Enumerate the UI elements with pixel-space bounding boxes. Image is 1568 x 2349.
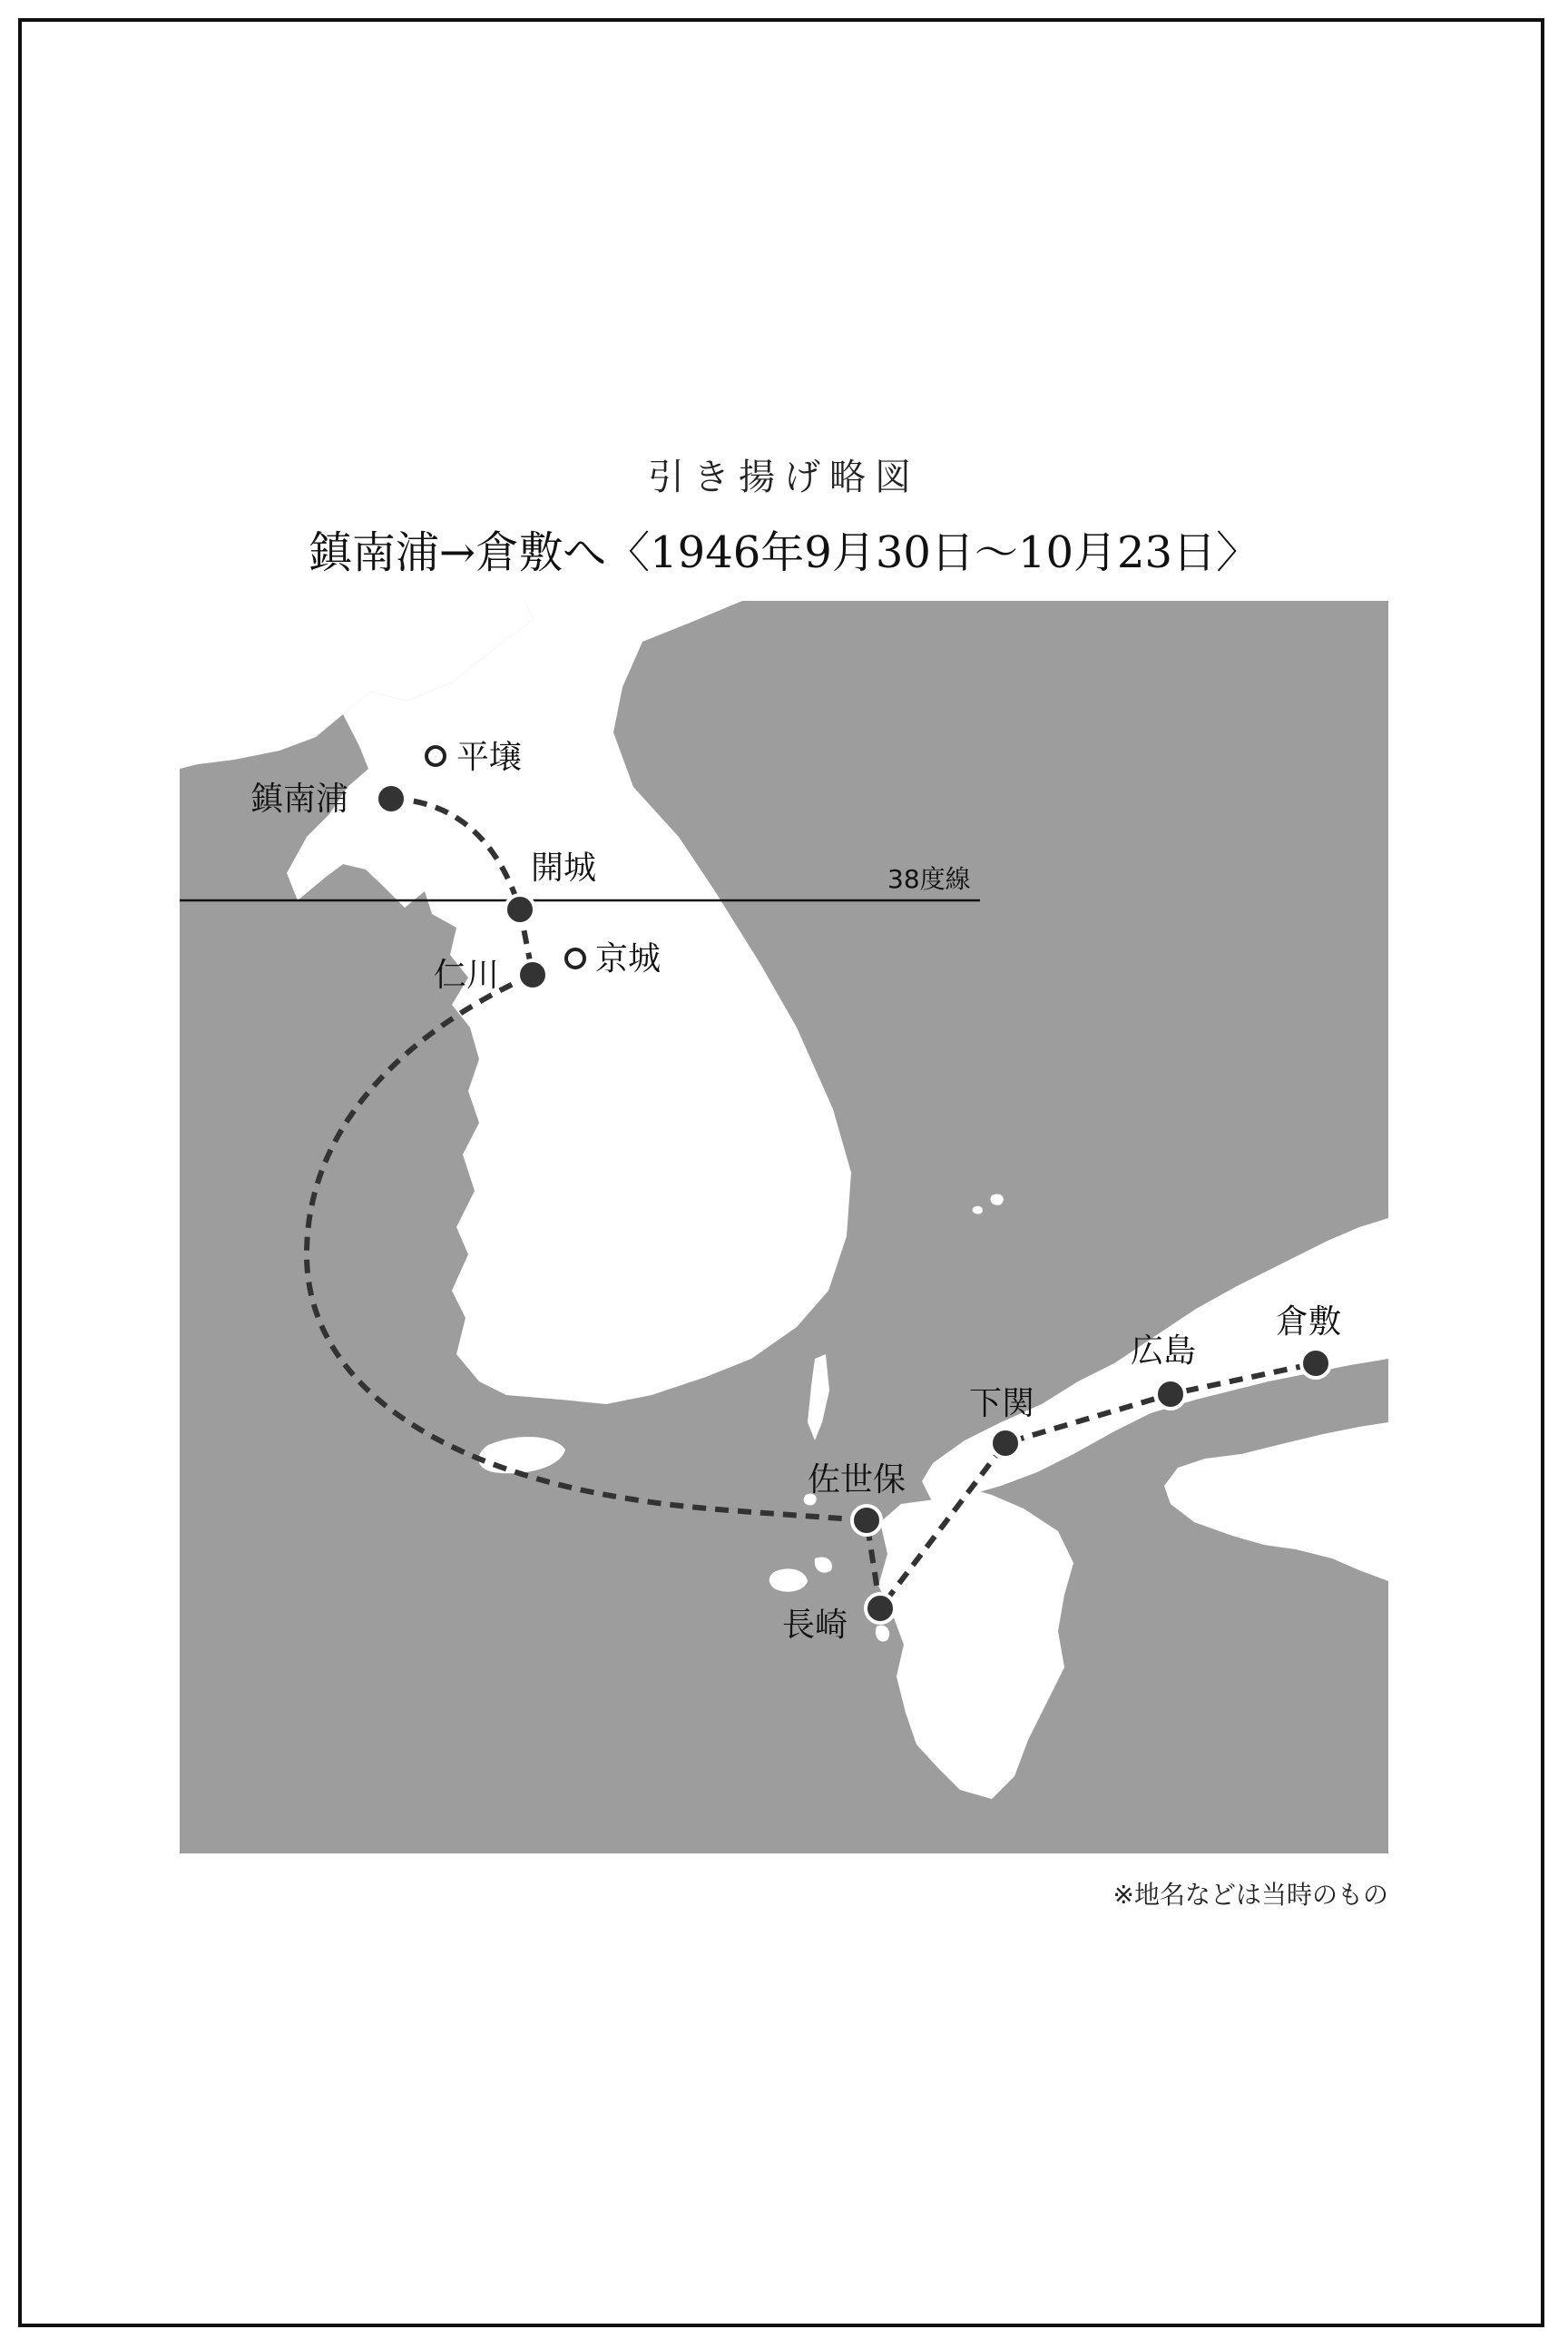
kaesong-marker bbox=[505, 895, 534, 924]
shimonoseki-label: 下関 bbox=[969, 1385, 1035, 1422]
hiroshima-label: 広島 bbox=[1131, 1332, 1197, 1370]
chinnampo-label: 鎮南浦 bbox=[250, 781, 349, 818]
shimonoseki-marker bbox=[991, 1429, 1020, 1458]
jinsen-marker bbox=[518, 960, 547, 989]
map-title: 引き揚げ略図 bbox=[648, 457, 920, 498]
hiroshima-marker bbox=[1156, 1380, 1185, 1409]
place-name-note: ※地名などは当時のもの bbox=[1112, 1880, 1388, 1910]
route-map bbox=[180, 601, 1388, 1853]
jinsen-label: 仁川 bbox=[434, 957, 500, 994]
map-subtitle: 鎮南浦→倉敷へ〈1946年9月30日～10月23日〉 bbox=[308, 527, 1260, 578]
heijo-label: 平壌 bbox=[456, 739, 523, 776]
island bbox=[973, 1206, 983, 1214]
nagasaki-marker bbox=[866, 1594, 895, 1623]
parallel-38-label: 38度線 bbox=[887, 864, 971, 894]
sasebo-marker bbox=[852, 1506, 881, 1535]
chinnampo-marker bbox=[377, 784, 406, 813]
keijo-label: 京城 bbox=[595, 940, 662, 978]
kaesong-label: 開城 bbox=[531, 850, 597, 887]
kurashiki-marker bbox=[1301, 1349, 1330, 1378]
sasebo-label: 佐世保 bbox=[808, 1461, 906, 1499]
keijo-marker bbox=[566, 949, 584, 968]
kurashiki-label: 倉敷 bbox=[1276, 1303, 1342, 1341]
heijo-marker bbox=[426, 747, 445, 765]
nagasaki-label: 長崎 bbox=[782, 1607, 848, 1644]
